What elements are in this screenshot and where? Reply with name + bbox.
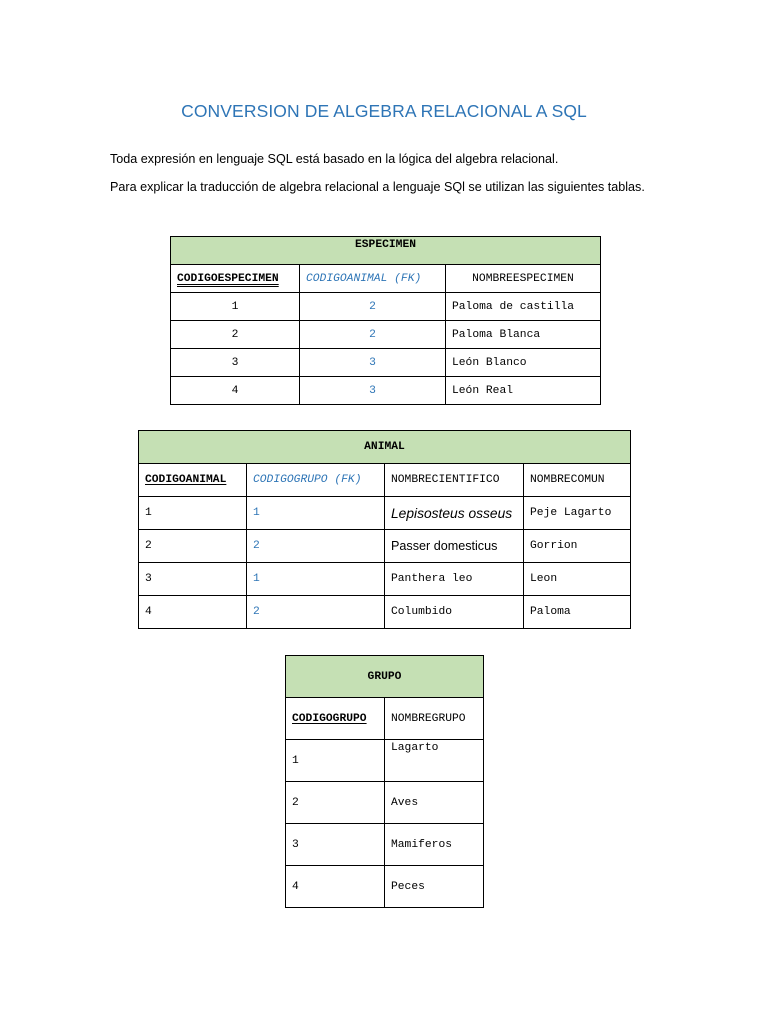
page-title: CONVERSION DE ALGEBRA RELACIONAL A SQL [181,101,587,121]
column-header-codigoespecimen: CODIGOESPECIMEN [171,265,300,293]
table-cell: 4 [171,377,300,405]
table-row [171,321,601,349]
table-cell: 3 [286,824,385,866]
table-cell: Lepisosteus osseus [385,497,524,530]
column-header-codigogrupo-fk: CODIGOGRUPO (FK) [247,464,385,497]
column-header-codigogrupo: CODIGOGRUPO [286,698,385,740]
table-cell: 4 [139,596,247,629]
table-row [171,377,601,405]
table-cell: 1 [171,293,300,321]
intro-paragraph-1: Toda expresión en lenguaje SQL está basado en la lógica del algebra relacional. [110,152,559,166]
table-cell: Paloma Blanca [446,321,601,349]
table-row [286,824,484,866]
table-cell: 3 [300,349,446,377]
table-cell: 1 [247,497,385,530]
table-cell: León Real [446,377,601,405]
table-cell: 4 [286,866,385,908]
table-row [286,782,484,824]
column-header-nombrecomun: NOMBRECOMUN [524,464,631,497]
table-row [139,596,631,629]
table-cell: 2 [286,782,385,824]
column-header-codigoanimal-fk: CODIGOANIMAL (FK) [300,265,446,293]
table-cell: 3 [139,563,247,596]
table-animal-title: ANIMAL [139,431,631,464]
table-cell: Gorrion [524,530,631,563]
table-cell: 2 [247,530,385,563]
column-header-nombregrupo: NOMBREGRUPO [385,698,484,740]
table-cell: Lagarto [385,740,484,782]
column-header-codigoanimal: CODIGOANIMAL [139,464,247,497]
table-cell: Peces [385,866,484,908]
table-row [139,563,631,596]
table-row [286,740,484,782]
table-cell: Leon [524,563,631,596]
table-cell: 3 [171,349,300,377]
table-cell: 1 [286,740,385,782]
table-cell: Mamiferos [385,824,484,866]
table-cell: 2 [247,596,385,629]
table-especimen-title: ESPECIMEN [171,237,601,265]
table-cell: 3 [300,377,446,405]
table-cell: Columbido [385,596,524,629]
table-especimen [170,236,601,405]
table-grupo-title: GRUPO [286,656,484,698]
intro-paragraph-2: Para explicar la traducción de algebra relacional a lenguaje SQl se utilizan las siguientes tablas. [110,180,645,194]
table-row [286,866,484,908]
table-grupo [285,655,484,908]
table-cell: 2 [300,321,446,349]
table-row [171,349,601,377]
table-row [139,530,631,563]
table-cell: León Blanco [446,349,601,377]
column-header-nombrecientifico: NOMBRECIENTIFICO [385,464,524,497]
table-cell: 1 [247,563,385,596]
table-cell: 2 [139,530,247,563]
table-row [171,293,601,321]
table-animal [138,430,631,629]
table-cell: 2 [171,321,300,349]
table-cell: Paloma [524,596,631,629]
table-cell: Peje Lagarto [524,497,631,530]
table-cell: Aves [385,782,484,824]
table-cell: 1 [139,497,247,530]
table-cell: Passer domesticus [385,530,524,563]
table-cell: Panthera leo [385,563,524,596]
column-header-nombreespecimen: NOMBREESPECIMEN [446,265,601,293]
table-cell: Paloma de castilla [446,293,601,321]
table-cell: 2 [300,293,446,321]
table-row [139,497,631,530]
